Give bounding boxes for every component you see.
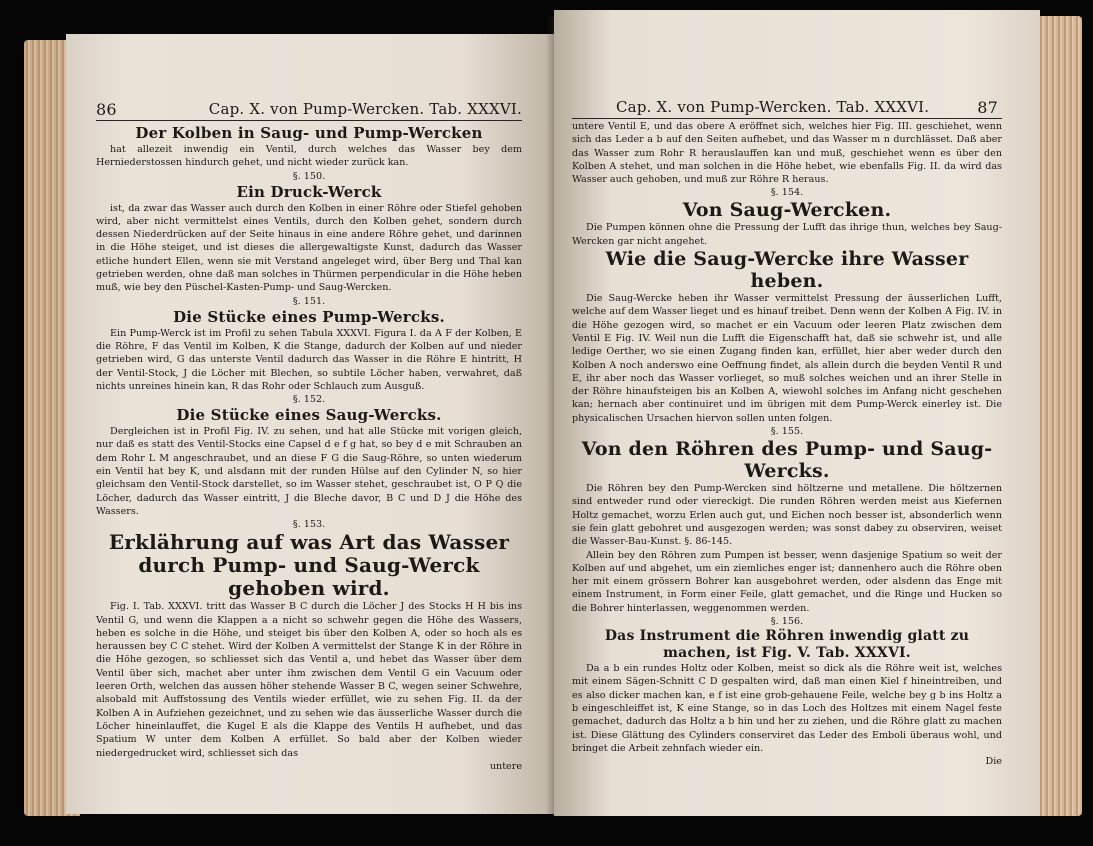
section-number: §. 155. <box>770 426 804 438</box>
section-number: §. 156. <box>770 616 804 628</box>
body-paragraph: Die Röhren bey den Pump-Wercken sind höltzerne und metallene. Die höltzernen sind entweder rund oder viereckigt. Die runden Röhren werden meist aus Kiefernen Holtz gemachet, worzu Erlen auch gut, und Eichen noch besser ist, absonderlich wenn sie fein glatt gebohret und ausgezogen werden; was sonst dabey zu observiren, weiset die Wasser-Bau-Kunst. §. 86-145. <box>572 483 1002 548</box>
body-paragraph: Ein Pump-Werck ist im Profil zu sehen Tabula XXXVI. Figura I. da A F der Kolben, E die Röhre, F das Ventil im Kolben, K die Stange, dadurch der Kolben auf und nieder getrieben wird, G das unterste Ventil dadurch das Wasser in die Röhre E hintritt, H der Ventil-Stock, J die Löcher mit Blechen, so subtile Löcher haben, verwahret, daß nichts unreines hinein kan, R das Rohr oder Schlauch zum Ausguß. <box>96 327 522 392</box>
left-page <box>66 34 558 814</box>
section-heading: Wie die Saug-Wercke ihre Wasser heben. <box>605 248 969 293</box>
open-book <box>10 6 1086 836</box>
section-heading: Die Stücke eines Saug-Wercks. <box>176 406 442 425</box>
right-page-text <box>572 120 1002 768</box>
left-running-head <box>96 100 522 119</box>
left-page-text <box>96 124 522 773</box>
body-paragraph: Dergleichen ist in Profil Fig. IV. zu sehen, und hat alle Stücke mit vorigen gleich, nur daß es statt des Ventil-Stocks eine Capsel d e f g hat, so bey d e mit Schrauben an dem Rohr L M angeschraubet, und an diese F G die Saug-Röhre, so unten wiederum ein Ventil hat bey K, und alsdann mit der runden Hülse auf den Cylinder N, so hier gleichsam den Ventil-Stock darstellet, so im Wasser stehet, geschraubet ist, O P Q die Löcher, dadurch das Wasser eintritt, J die Bleche davor, B C und D J die Höhe des Wassers. <box>96 426 522 517</box>
section-number: §. 152. <box>292 394 326 406</box>
left-page-number: 86 <box>96 100 117 119</box>
body-paragraph: Fig. I. Tab. XXXVI. tritt das Wasser B C durch die Löcher J des Stocks H H bis ins Ventil G, und wenn die Klappen a a nicht so schwehr gegen die Höhe des Wassers, heben es solche in die Höhe, und steiget bis über den Kolben A, oder so hoch als es heraussen bey C C stehet. Wird der Kolben A vermittelst der Stange K in der Röhre in die Höhe gezogen, so schliesset sich das Ventil a, und hebet das Wasser über dem Ventil über sich, machet aber unter ihm zwischen dem Ventil G ein Vacuum oder leeren Orth, welchen das aussen höher stehende Wasser B C, wegen seiner Schwehre, alsobald mit Auffstossung des Ventils wieder erfüllet, wie zu sehen Fig. II. da der Kolben A in Aufziehen gezeichnet, und zu sehen wie das äusserliche Wasser durch die Löcher hineinlauffet, die Kugel E als die Klappe des Ventils H aufhebet, und das Spatium W unter dem Kolben A erfüllet. So bald aber der Kolben wieder niedergedrucket wird, schliesset sich das <box>96 601 522 759</box>
section-number: §. 154. <box>770 187 804 199</box>
catchword: Die <box>985 756 1002 768</box>
left-header-rule <box>96 120 522 121</box>
left-running-title: Cap. X. von Pump-Wercken. Tab. XXXVI. <box>208 100 522 118</box>
right-page-number: 87 <box>977 98 998 117</box>
section-number: §. 153. <box>292 519 326 531</box>
body-paragraph: ist, da zwar das Wasser auch durch den Kolben in einer Röhre oder Stiefel gehoben wird, aber nicht vermittelst eines Ventils, durch den Kolben gehet, sondern durch dessen Niederdrücken auf der Seite hinaus in eine andere Röhre gehet, und darinnen in die Höhe steiget, und ist dieses die allergewaltigste Kunst, dadurch das Wasser etliche hundert Ellen, wenn sie mit Verstand angeleget wird, über Berg und Thal kan getrieben werden, ohne daß man solches in Thürmen perpendicular in die Höhe heben muß, wie bey den Püschel-Kasten-Pump- und Saug-Wercken. <box>96 202 522 294</box>
right-page <box>554 10 1040 816</box>
body-paragraph: hat allezeit inwendig ein Ventil, durch welches das Wasser bey dem Herniederstossen hindurch gehet, und nicht wieder zurück kan. <box>96 144 522 169</box>
section-heading: Von Saug-Wercken. <box>682 199 892 222</box>
body-paragraph: Da a b ein rundes Holtz oder Kolben, meist so dick als die Röhre weit ist, welches mit einem Sägen-Schnitt C D gespalten wird, daß man einen Kiel f hineintreiben, und es also dicker machen kan, e f ist eine grob-gehauene Feile, welche bey g b ins Holtz a b eingeschleiffet ist, K eine Stange, so in das Loch des Holtzes mit einem Nagel feste gemachet, dadurch das Holtz a b hin und her zu ziehen, und die Röhre glatt zu machen ist. Diese Glättung des Cylinders conserviret das Leder des Emboli überaus wohl, und bringet die Arbeit zehnfach wieder ein. <box>572 663 1002 754</box>
body-paragraph: Die Saug-Wercke heben ihr Wasser vermittelst Pressung der äusserlichen Lufft, welche auf dem Wasser lieget und es hinauf treibet. Denn wenn der Kolben A Fig. IV. in die Höhe gezogen wird, so machet er ein Vacuum oder leeren Platz zwischen dem Ventil E Fig. IV. Weil nun die Lufft die Eigenschafft hat, daß sie schwehr ist, und alle ledige Oerther, wo sie einen Zugang finden kan, erfüllet, hier aber weder durch den Kolben A noch anderswo eine Oeffnung findet, als allein durch die beyden Ventil R und E, ihr aber noch das Wasser vorlieget, so muß solches weichen und an ihrer Stelle in der Röhre hinaufsteigen bis an Kolben A, wiewohl solches im Anfang nicht geschehen kan; hernach aber continuiret und im übrigen mit dem Pump-Werck einerley ist. Die physicalischen Ursachen hiervon sollen unten folgen. <box>572 293 1002 424</box>
right-running-title: Cap. X. von Pump-Wercken. Tab. XXXVI. <box>616 98 930 116</box>
section-heading: Der Kolben in Saug- und Pump-Wercken <box>135 124 483 142</box>
catchword: untere <box>489 760 522 772</box>
section-number: §. 151. <box>292 295 326 307</box>
section-heading: Von den Röhren des Pump- und Saug-Wercks. <box>581 438 993 483</box>
body-paragraph: Allein bey den Röhren zum Pumpen ist besser, wenn dasjenige Spatium so weit der Kolben auf und abgehet, um ein ziemliches enger ist; dannenhero auch die Röhre oben her mit einem grössern Bohrer kan ausgebohret werden, oder alsdenn das Enge mit einem Instrument, in Form einer Feile, glatt gemachet, und die Ringe und Hucken so die Bohrer hinterlassen, weggenommen werden. <box>572 549 1002 614</box>
section-heading: Die Stücke eines Pump-Wercks. <box>173 307 445 326</box>
section-heading: Das Instrument die Röhren inwendig glatt zu machen, ist Fig. V. Tab. XXXVI. <box>604 628 970 662</box>
body-paragraph: Die Pumpen können ohne die Pressung der Lufft das ihrige thun, welches bey Saug-Wercken gar nicht angehet. <box>572 222 1002 247</box>
section-heading: Ein Druck-Werck <box>236 182 382 201</box>
section-heading: Erklährung auf was Art das Wasser durch Pump- und Saug-Werck gehoben wird. <box>108 530 510 601</box>
right-running-head <box>616 98 998 117</box>
body-paragraph: untere Ventil E, und das obere A eröffnet sich, welches hier Fig. III. geschiehet, wenn sich das Leder a b auf den Seiten aufhebet, und das Wasser m n durchlässet. Daß aber das Wasser zum Rohr R herauslauffen kan und muß, geschiehet wenn es über den Kolben A stehet, und man solchen in die Höhe hebet, wie ebenfalls Fig. II. da wird das Wasser auch gehoben, und muß zur Röhre R heraus. <box>572 121 1002 186</box>
section-number: §. 150. <box>292 170 326 182</box>
right-header-rule <box>572 118 1002 119</box>
